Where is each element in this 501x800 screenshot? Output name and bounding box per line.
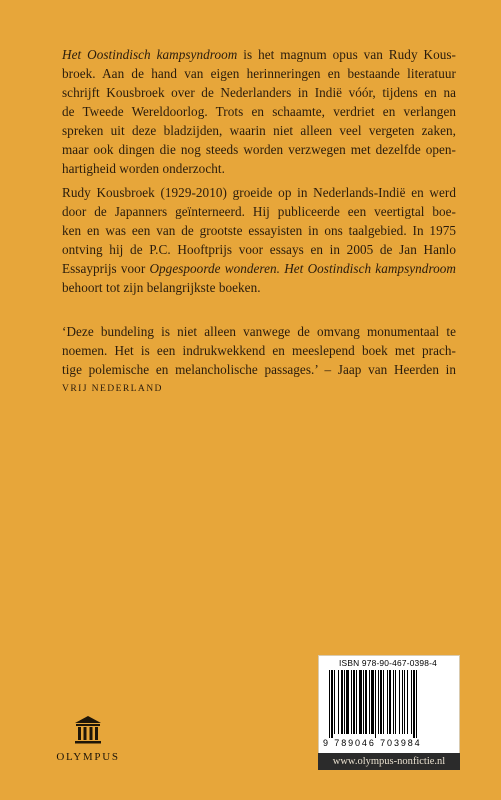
barcode-bar — [375, 670, 376, 738]
barcode-bar — [407, 670, 408, 734]
barcode-bar — [402, 670, 403, 734]
book-title: Het Oostindisch kampsyndroom — [62, 47, 238, 62]
author-bio-paragraph — [62, 183, 456, 297]
barcode-bar — [383, 670, 384, 734]
bio-line: Essayprijs voor Opgespoorde wonderen. Het Oostindisch kampsyndroom — [62, 261, 456, 276]
barcode-bar — [353, 670, 355, 734]
review-quote — [62, 322, 456, 398]
barcode — [329, 670, 449, 738]
quote-line: ‘Deze bundeling is niet alleen vanwege de omvang monumentaal te — [62, 324, 456, 339]
barcode-bar — [371, 670, 374, 734]
bio-line: ontving hij de P.C. Hooftprijs voor essays en in 2005 de Jan Hanlo — [62, 242, 456, 257]
blurb-line: broek. Aan de hand van eigen herinneringen en bestaande literatuur — [62, 66, 456, 81]
barcode-bar — [359, 670, 362, 734]
barcode-bar — [395, 670, 396, 734]
barcode-bar — [334, 670, 335, 734]
barcode-bar — [387, 670, 388, 734]
blurb-line: Het Oostindisch kampsyndroom is het magnum opus van Rudy Kous- — [62, 47, 456, 62]
book-title: Het Oostindisch kampsyndroom — [284, 261, 456, 276]
temple-icon — [74, 715, 102, 745]
barcode-bar — [411, 670, 412, 734]
barcode-bar — [363, 670, 364, 734]
barcode-bar — [380, 670, 382, 734]
barcode-bar — [365, 670, 367, 734]
blurb-line: spreken uit deze bladzijden, waarin niet alleen veel vergeten zaken, — [62, 123, 456, 138]
quote-line: noemen. Het is een indrukwekkend en meeslepend boek met prach- — [62, 343, 456, 358]
barcode-bar — [356, 670, 357, 734]
blurb-line: maar ook dingen die nog steeds worden verzwegen met dezelfde open- — [62, 142, 456, 157]
blurb-line: schrijft Kousbroek over de Nederlanders in Indië vóór, tijdens en na — [62, 85, 456, 100]
bio-line: ken en was een van de grootste essayisten in ons taalgebied. In 1975 — [62, 223, 456, 238]
blurb-line: hartigheid worden onderzocht. — [62, 161, 225, 176]
blurb-line: de Tweede Wereldoorlog. Trots en schaamte, verdriet en verlangen — [62, 104, 456, 119]
barcode-bar — [338, 670, 339, 734]
barcode-bar — [331, 670, 333, 738]
isbn-label: ISBN 978-90-467-0398-4 — [339, 658, 437, 668]
barcode-digits: 9 789046 703984 — [323, 738, 422, 748]
quote-source: VRIJ NEDERLAND — [62, 383, 163, 394]
barcode-bar — [399, 670, 400, 734]
barcode-box — [318, 655, 460, 754]
barcode-bar — [393, 670, 394, 734]
barcode-bar — [389, 670, 391, 734]
barcode-bar — [369, 670, 370, 734]
barcode-bar — [346, 670, 349, 734]
book-title-opgespoorde: Opgespoorde wonderen. — [149, 261, 281, 276]
barcode-bar — [378, 670, 379, 734]
publisher-url: www.olympus-nonfictie.nl — [318, 753, 460, 770]
barcode-bar — [416, 670, 417, 738]
bio-line: door de Japanners geïnterneerd. Hij publiceerde een veertigtal boe- — [62, 204, 456, 219]
blurb-paragraph-1 — [62, 45, 456, 178]
barcode-bar — [344, 670, 345, 734]
barcode-bar — [329, 670, 330, 738]
barcode-bar — [413, 670, 415, 738]
publisher-logo-text: OLYMPUS — [56, 751, 120, 763]
barcode-bar — [404, 670, 405, 734]
barcode-bar — [341, 670, 343, 734]
barcode-bar — [351, 670, 352, 734]
bio-line: Rudy Kousbroek (1929-2010) groeide op in Nederlands-Indië en werd — [62, 185, 456, 200]
bio-line: behoort tot zijn belangrijkste boeken. — [62, 280, 261, 295]
quote-line: tige polemische en melancholische passages.’ – Jaap van Heerden in — [62, 362, 456, 377]
